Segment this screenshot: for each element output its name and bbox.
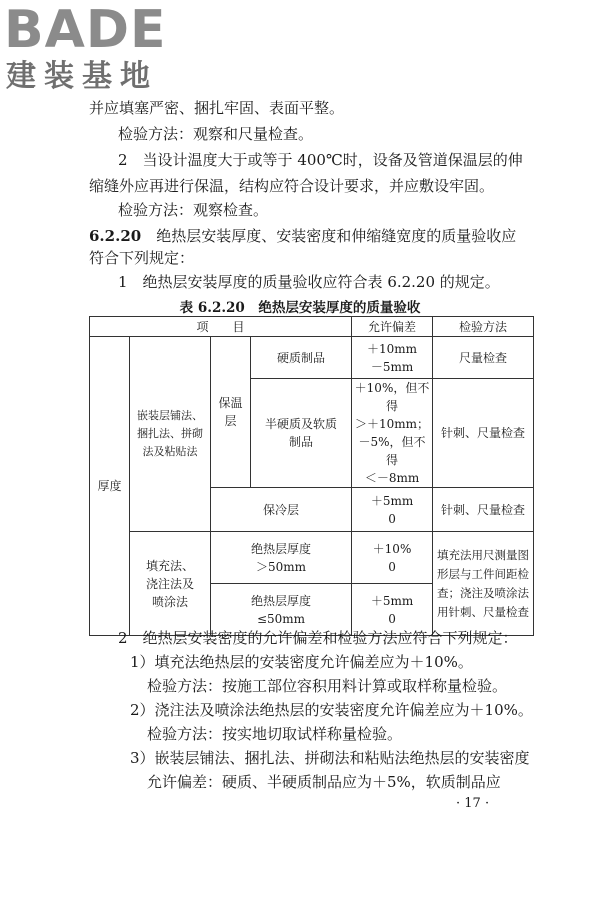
body-line: 符合下列规定： xyxy=(89,249,195,267)
section-text: 绝热层安装厚度、安装密度和伸缩缝宽度的质量验收应 xyxy=(156,227,517,245)
cell-semi-tolerance xyxy=(352,379,433,488)
cell-thickness-gt50 xyxy=(211,532,352,584)
cell-fill-method: 填充法用尺测量图形层与工件间距检查；浇注及喷涂法用针刺、尺量检查 xyxy=(433,532,534,636)
body-line: 2 当设计温度大于或等于 400℃时，设备及管道保温层的伸 xyxy=(118,151,523,169)
header-tolerance: 允许偏差 xyxy=(352,317,433,337)
cell-cold-tolerance xyxy=(352,488,433,532)
cell-cold-layer: 保冷层 xyxy=(211,488,352,532)
tolerance-line: ＋5mm xyxy=(370,593,414,608)
tolerance-line: ＜－8mm xyxy=(364,471,420,485)
tolerance-line: －5%，但不得 xyxy=(358,435,426,467)
cell-insulation-layer: 保温层 xyxy=(211,337,251,488)
tolerance-line: ＞＋10mm； xyxy=(355,417,430,431)
thickness-line: ＞50mm xyxy=(255,559,307,574)
tolerance-line: 0 xyxy=(388,611,396,626)
thickness-table xyxy=(89,316,534,636)
body-line: 检验方法：观察检查。 xyxy=(118,201,269,219)
section-number: 6.2.20 xyxy=(89,227,142,245)
body-line: 并应填塞严密、捆扎牢固、表面平整。 xyxy=(89,99,345,117)
body-line: 检验方法：观察和尺量检查。 xyxy=(118,125,314,143)
tolerance-line: ＋10% xyxy=(372,541,412,556)
thickness-line: 绝热层厚度 xyxy=(251,593,312,608)
tolerance-line: 0 xyxy=(388,559,396,574)
table-caption: 表 6.2.20 绝热层安装厚度的质量验收 xyxy=(179,300,421,316)
tolerance-line: ＋5mm xyxy=(370,493,414,508)
body-line: 检验方法：按实地切取试样称量检验。 xyxy=(147,725,403,743)
cell-rigid-tolerance xyxy=(352,337,433,379)
body-line: 允许偏差：硬质、半硬质制品应为＋5%，软质制品应 xyxy=(147,773,501,791)
cell-rigid: 硬质制品 xyxy=(251,337,352,379)
tolerance-line: ＋10mm xyxy=(367,341,418,356)
cell-gt50-tolerance xyxy=(352,532,433,584)
cell-semi-method: 针刺、尺量检查 xyxy=(433,379,534,488)
page-number: · 17 · xyxy=(456,796,490,811)
tolerance-line: 0 xyxy=(388,511,396,526)
cell-semi-rigid: 半硬质及软质制品 xyxy=(251,379,352,488)
logo-chinese: 建装基地 xyxy=(6,59,158,94)
cell-rigid-method: 尺量检查 xyxy=(433,337,534,379)
logo-latin: BADE xyxy=(4,0,167,60)
body-line: 检验方法：按施工部位容积用料计算或取样称量检验。 xyxy=(147,677,508,695)
section-heading xyxy=(89,226,516,246)
body-line: 1）填充法绝热层的安装密度允许偏差应为＋10%。 xyxy=(130,653,473,671)
bade-logo xyxy=(4,0,184,96)
cell-thickness: 厚度 xyxy=(90,337,130,636)
tolerance-line: －5mm xyxy=(370,359,414,374)
tolerance-line: ＋10%，但不得 xyxy=(354,381,430,413)
cell-cold-method: 针刺、尺量检查 xyxy=(433,488,534,532)
body-line: 2 绝热层安装密度的允许偏差和检验方法应符合下列规定： xyxy=(118,629,518,647)
body-line: 缩缝外应再进行保温，结构应符合设计要求，并应敷设牢固。 xyxy=(89,177,495,195)
body-line: 3）嵌装层铺法、捆扎法、拼砌法和粘贴法绝热层的安装密度 xyxy=(130,749,530,767)
body-line: 2）浇注法及喷涂法绝热层的安装密度允许偏差应为＋10%。 xyxy=(130,701,533,719)
header-method: 检验方法 xyxy=(433,317,534,337)
header-item: 项 目 xyxy=(90,317,352,337)
body-line: 1 绝热层安装厚度的质量验收应符合表 6.2.20 的规定。 xyxy=(118,273,500,291)
thickness-line: 绝热层厚度 xyxy=(251,541,312,556)
thickness-line: ≤50mm xyxy=(256,611,306,626)
cell-group2: 填充法、浇注法及喷涂法 xyxy=(130,532,211,636)
cell-group1: 嵌装层铺法、捆扎法、拼砌法及粘贴法 xyxy=(130,337,211,532)
